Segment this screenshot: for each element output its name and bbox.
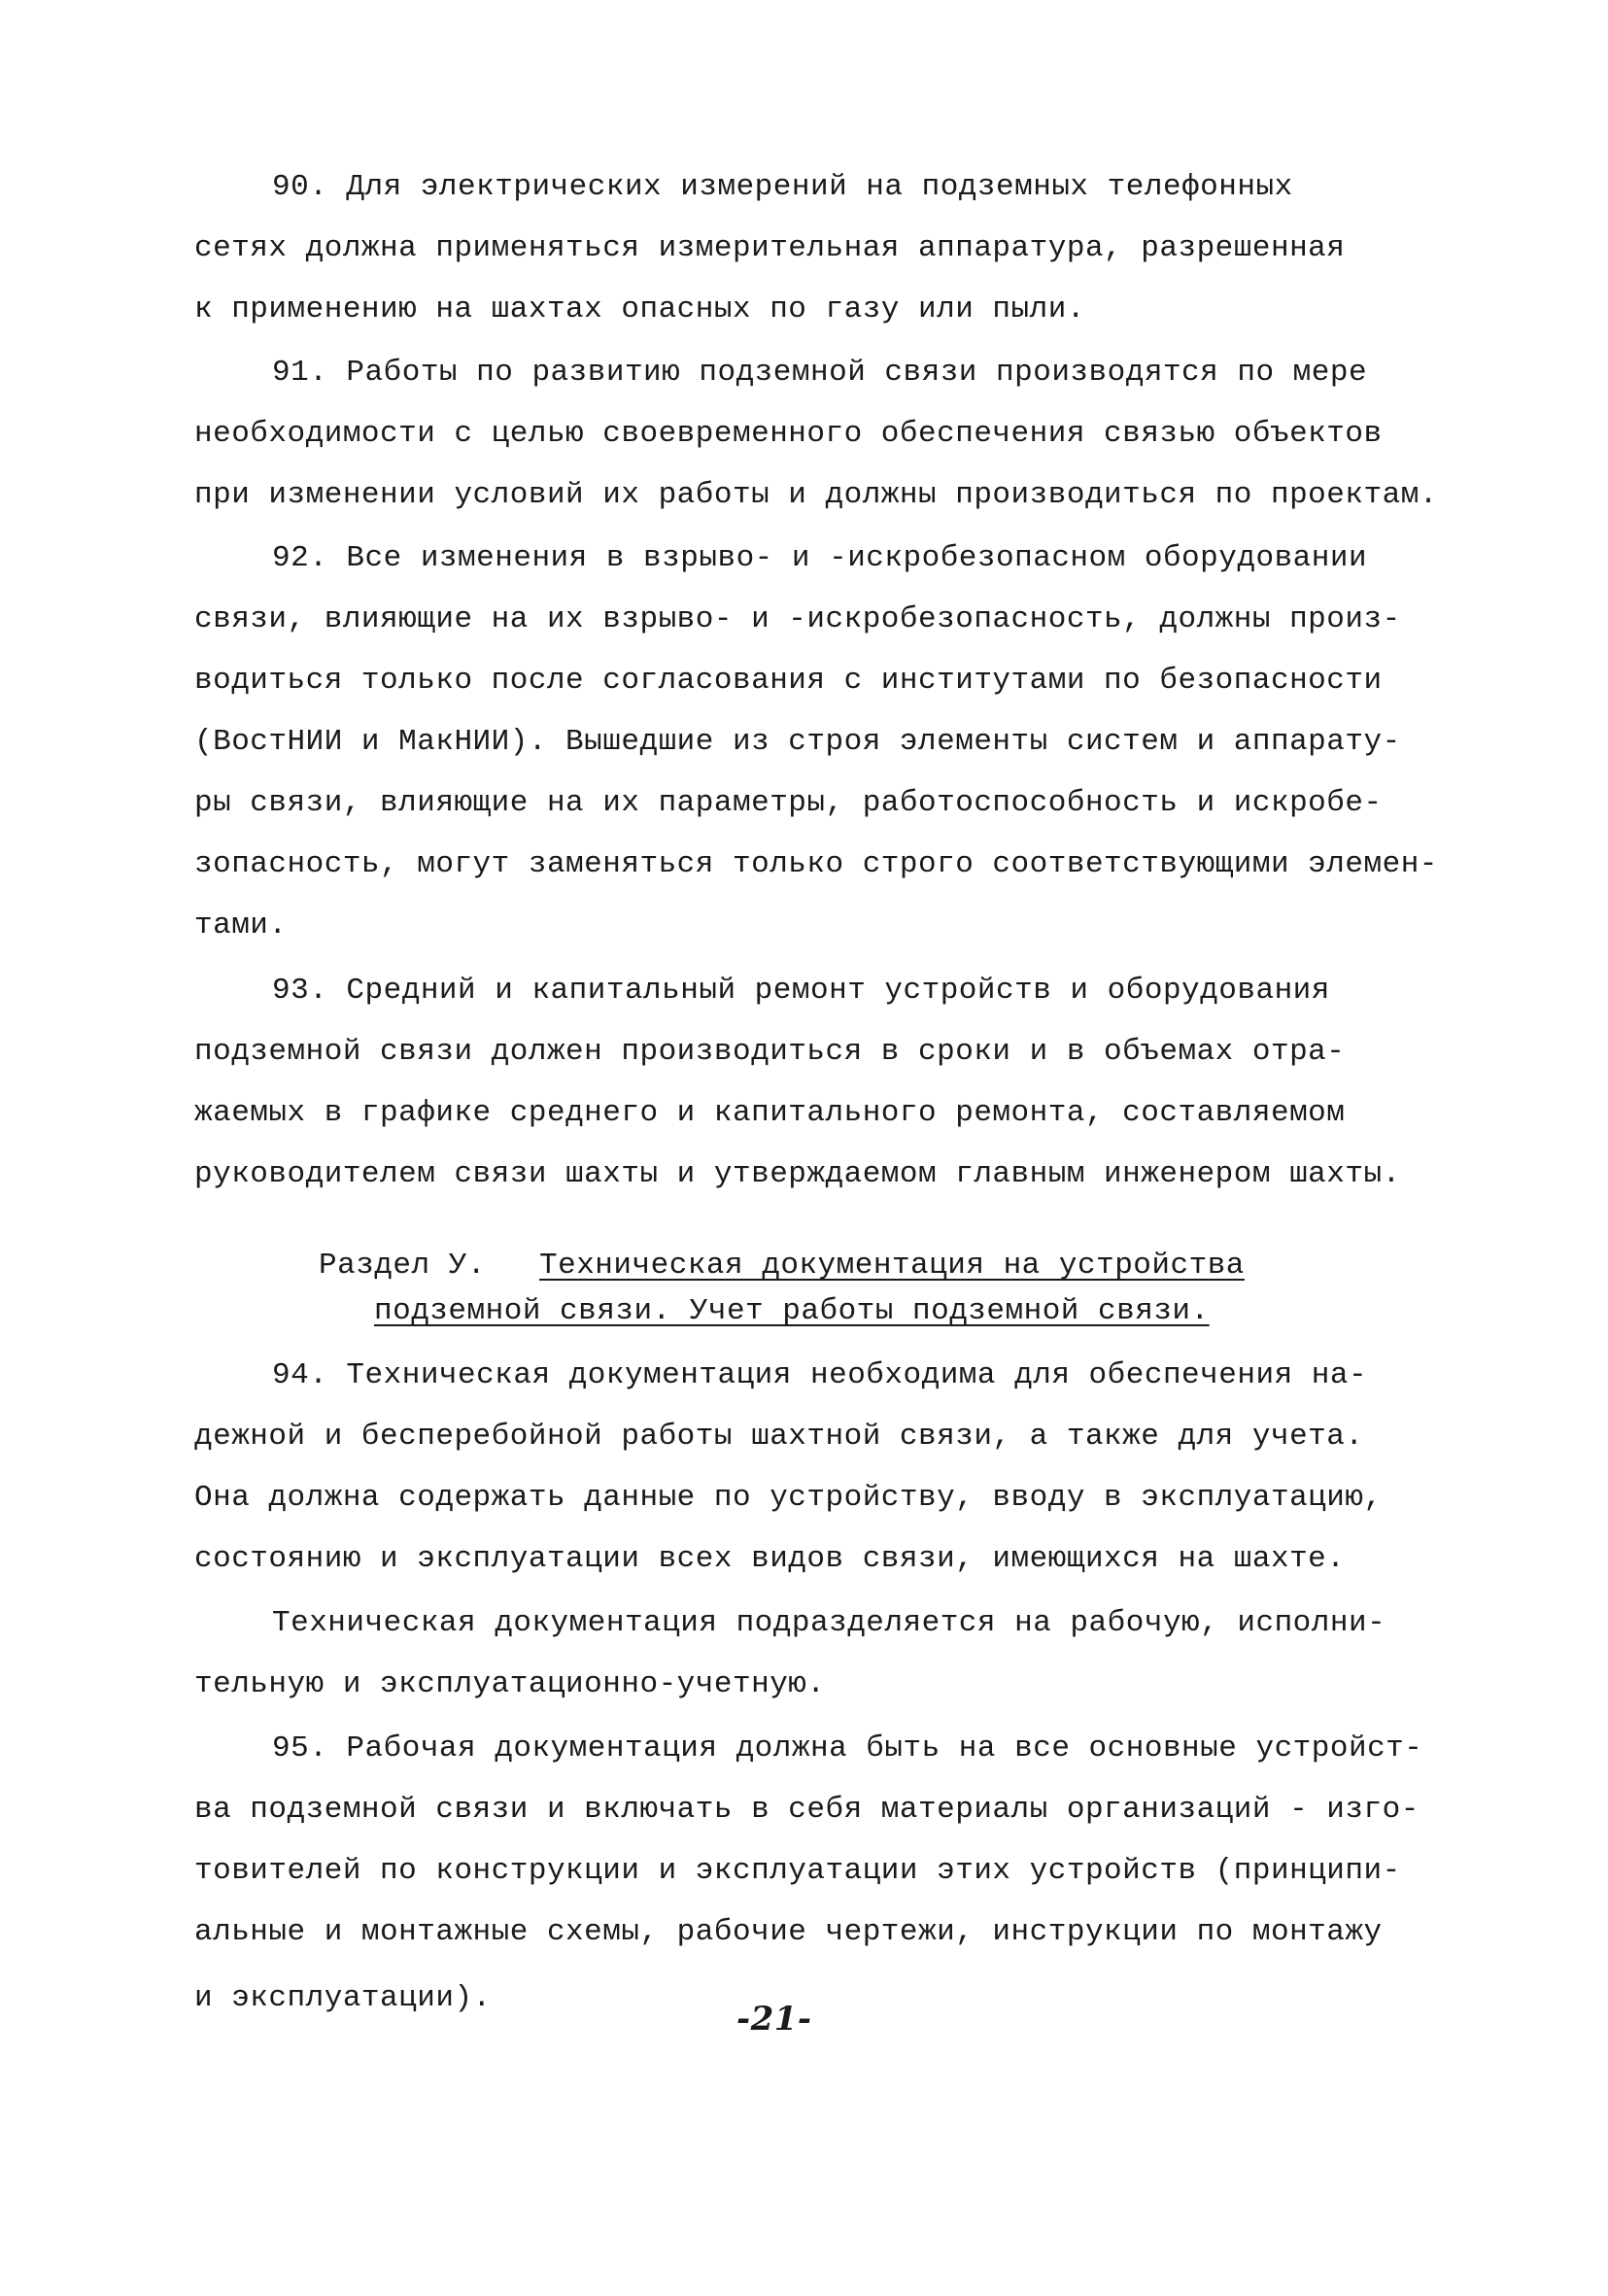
paragraph-92-line-1: 92. Все изменения в взрыво- и -искробезопасном оборудовании bbox=[272, 541, 1368, 575]
paragraph-95-line-4: альные и монтажные схемы, рабочие чертежи, инструкции по монтажу bbox=[194, 1915, 1383, 1949]
paragraph-92-line-7: тами. bbox=[194, 908, 288, 942]
paragraph-90-line-1: 90. Для электрических измерений на подземных телефонных bbox=[272, 170, 1293, 204]
paragraph-93-line-2: подземной связи должен производиться в сроки и в объемах отра- bbox=[194, 1035, 1346, 1069]
paragraph-91-line-1: 91. Работы по развитию подземной связи производятся по мере bbox=[272, 356, 1368, 390]
paragraph-94b-line-1: Техническая документация подразделяется на рабочую, исполни- bbox=[272, 1606, 1386, 1640]
paragraph-94b-line-2: тельную и эксплуатационно-учетную. bbox=[194, 1667, 826, 1701]
section-title-line-1: Техническая документация на устройства bbox=[539, 1249, 1245, 1283]
paragraph-94-line-2: дежной и бесперебойной работы шахтной связи, а также для учета. bbox=[194, 1420, 1364, 1454]
paragraph-92-line-5: ры связи, влияющие на их параметры, работоспособность и искробе- bbox=[194, 786, 1383, 820]
paragraph-95-line-1: 95. Рабочая документация должна быть на все основные устройст- bbox=[272, 1731, 1423, 1765]
paragraph-92-line-3: водиться только после согласования с институтами по безопасности bbox=[194, 664, 1383, 698]
paragraph-95-line-3: товителей по конструкции и эксплуатации этих устройств (принципи- bbox=[194, 1854, 1401, 1888]
paragraph-90-line-2: сетях должна применяться измерительная аппаратура, разрешенная bbox=[194, 231, 1346, 265]
paragraph-94-line-4: состоянию и эксплуатации всех видов связи, имеющихся на шахте. bbox=[194, 1542, 1346, 1576]
paragraph-91-line-3: при изменении условий их работы и должны производиться по проектам. bbox=[194, 478, 1438, 512]
page-number: -21- bbox=[736, 2000, 812, 2039]
section-label: Раздел У. bbox=[319, 1249, 486, 1283]
paragraph-94-line-3: Она должна содержать данные по устройству, вводу в эксплуатацию, bbox=[194, 1481, 1383, 1515]
paragraph-90-line-3: к применению на шахтах опасных по газу или пыли. bbox=[194, 292, 1085, 326]
paragraph-93-line-1: 93. Средний и капитальный ремонт устройств и оборудования bbox=[272, 974, 1330, 1008]
paragraph-92-line-6: зопасность, могут заменяться только строго соответствующими элемен- bbox=[194, 847, 1438, 881]
paragraph-91-line-2: необходимости с целью своевременного обеспечения связью объектов bbox=[194, 417, 1383, 451]
paragraph-92-line-2: связи, влияющие на их взрыво- и -искробезопасность, должны произ- bbox=[194, 602, 1401, 636]
paragraph-92-line-4: (ВостНИИ и МакНИИ). Вышедшие из строя элементы систем и аппарату- bbox=[194, 725, 1401, 759]
paragraph-95-line-5: и эксплуатации). bbox=[194, 1981, 492, 2015]
paragraph-93-line-4: руководителем связи шахты и утверждаемом главным инженером шахты. bbox=[194, 1157, 1401, 1191]
paragraph-94-line-1: 94. Техническая документация необходима для обеспечения на- bbox=[272, 1358, 1368, 1392]
paragraph-93-line-3: жаемых в графике среднего и капитального ремонта, составляемом bbox=[194, 1096, 1346, 1130]
paragraph-95-line-2: ва подземной связи и включать в себя материалы организаций - изго- bbox=[194, 1793, 1420, 1827]
section-title-line-2: подземной связи. Учет работы подземной связи. bbox=[374, 1294, 1210, 1328]
